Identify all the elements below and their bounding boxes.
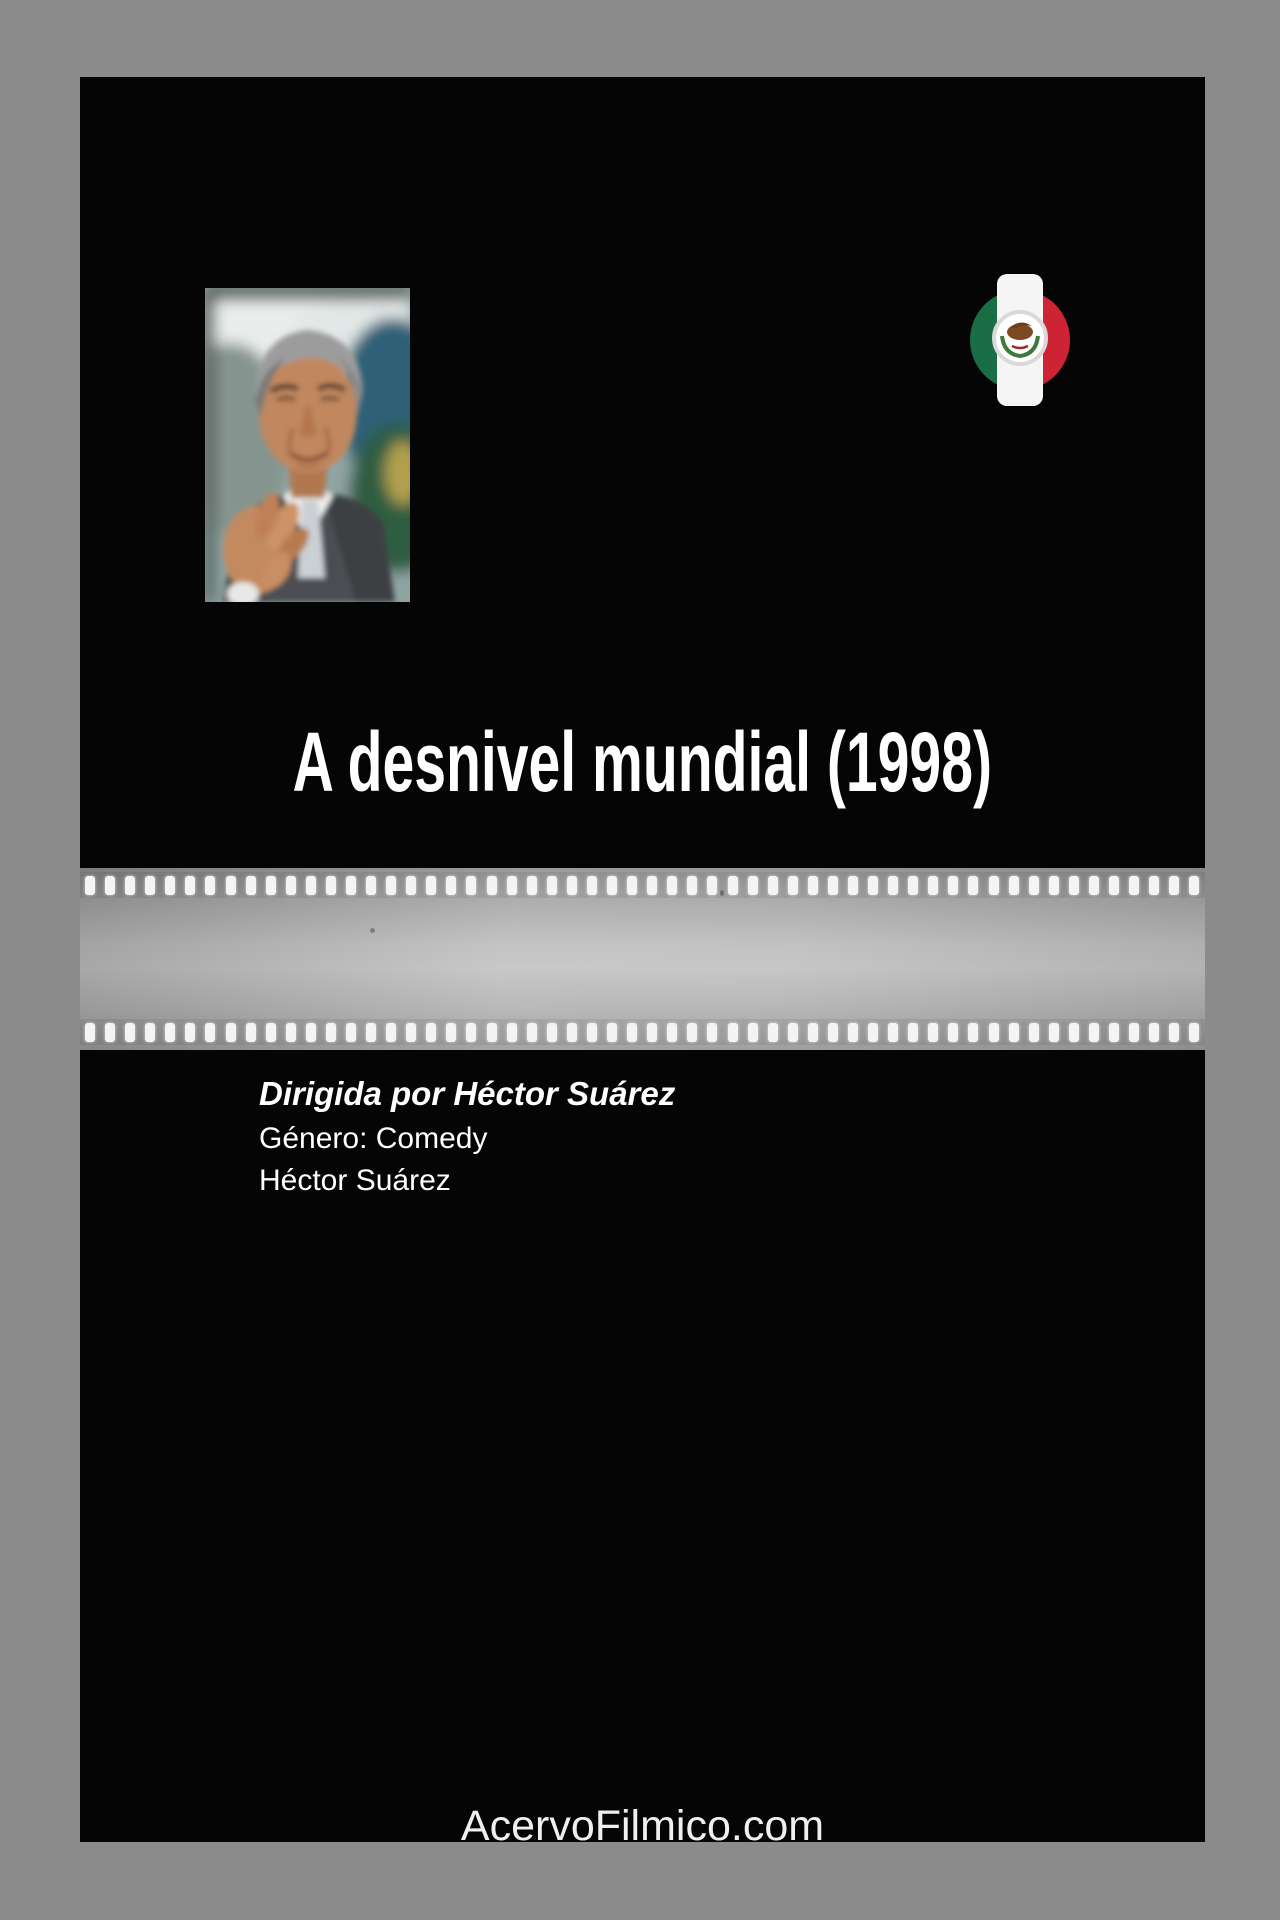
movie-title-text: A desnivel mundial (1998) [292, 715, 993, 809]
sprocket-hole [567, 1023, 577, 1042]
sprocket-hole [125, 1023, 135, 1042]
sprocket-hole [828, 1023, 838, 1042]
sprocket-hole [1129, 1023, 1139, 1042]
sprocket-hole [105, 876, 115, 895]
poster-content [80, 77, 1205, 1842]
sprocket-hole [707, 876, 717, 895]
director-line: Dirigida por Héctor Suárez [259, 1075, 676, 1112]
sprocket-hole [1089, 1023, 1099, 1042]
sprocket-hole [466, 876, 476, 895]
sprocket-hole [1129, 876, 1139, 895]
sprocket-hole [507, 876, 517, 895]
sprocket-hole [627, 876, 637, 895]
sprocket-hole [888, 1023, 898, 1042]
sprocket-hole [1049, 876, 1059, 895]
sprocket-hole [205, 876, 215, 895]
sprocket-hole [1169, 876, 1179, 895]
filmstrip-graphic [80, 868, 1205, 1050]
sprocket-hole [145, 1023, 155, 1042]
sprocket-hole [587, 1023, 597, 1042]
sprocket-hole [1049, 1023, 1059, 1042]
sprocket-hole [1189, 1023, 1199, 1042]
sprocket-hole [989, 876, 999, 895]
sprocket-hole [547, 1023, 557, 1042]
sprocket-hole [547, 876, 557, 895]
sprocket-hole [326, 876, 336, 895]
sprocket-hole [205, 1023, 215, 1042]
sprocket-hole [647, 1023, 657, 1042]
sprocket-hole [948, 1023, 958, 1042]
website-name: AcervoFilmico.com [460, 1802, 825, 1842]
sprocket-hole [125, 876, 135, 895]
sprocket-hole [266, 876, 276, 895]
sprocket-hole [1009, 876, 1019, 895]
sprocket-hole [165, 1023, 175, 1042]
sprocket-hole [326, 1023, 336, 1042]
sprocket-hole [346, 876, 356, 895]
genre-line: Género: Comedy [259, 1122, 488, 1155]
sprocket-hole [687, 876, 697, 895]
sprocket-hole [989, 1023, 999, 1042]
sprocket-hole [748, 1023, 758, 1042]
sprocket-hole [386, 1023, 396, 1042]
sprocket-hole [185, 1023, 195, 1042]
sprocket-hole [1109, 876, 1119, 895]
sprocket-hole [446, 1023, 456, 1042]
sprocket-hole [687, 1023, 697, 1042]
sprocket-hole [768, 876, 778, 895]
sprocket-hole [948, 876, 958, 895]
sprocket-hole [1069, 1023, 1079, 1042]
movie-title [80, 715, 1205, 809]
sprocket-hole [226, 1023, 236, 1042]
sprocket-hole [868, 876, 878, 895]
sprocket-hole [908, 1023, 918, 1042]
sprocket-hole [908, 876, 918, 895]
sprocket-hole [185, 876, 195, 895]
sprocket-hole [406, 876, 416, 895]
sprocket-hole [346, 1023, 356, 1042]
sprocket-hole [647, 876, 657, 895]
sprocket-hole [667, 1023, 677, 1042]
sprocket-hole [888, 876, 898, 895]
sprocket-hole [808, 1023, 818, 1042]
sprocket-hole [286, 1023, 296, 1042]
sprocket-hole [466, 1023, 476, 1042]
sprocket-hole [246, 876, 256, 895]
sprocket-hole [728, 1023, 738, 1042]
sprocket-hole [366, 1023, 376, 1042]
filmstrip-top-sprocket-row [80, 872, 1205, 898]
sprocket-hole [848, 1023, 858, 1042]
sprocket-hole [487, 876, 497, 895]
mexico-flag-icon [970, 274, 1070, 406]
sprocket-hole [567, 876, 577, 895]
sprocket-hole [165, 876, 175, 895]
sprocket-hole [306, 876, 316, 895]
sprocket-hole [707, 1023, 717, 1042]
sprocket-hole [266, 1023, 276, 1042]
sprocket-hole [587, 876, 597, 895]
sprocket-hole [788, 1023, 798, 1042]
sprocket-hole [507, 1023, 517, 1042]
film-dirt-speck [370, 928, 375, 933]
sprocket-hole [1109, 1023, 1119, 1042]
sprocket-hole [85, 1023, 95, 1042]
sprocket-hole [1149, 876, 1159, 895]
sprocket-hole [246, 1023, 256, 1042]
sprocket-hole [226, 876, 236, 895]
sprocket-hole [446, 876, 456, 895]
sprocket-hole [386, 876, 396, 895]
sprocket-hole [627, 1023, 637, 1042]
sprocket-hole [406, 1023, 416, 1042]
sprocket-hole [667, 876, 677, 895]
sprocket-hole [748, 876, 758, 895]
sprocket-hole [527, 876, 537, 895]
sprocket-hole [1189, 876, 1199, 895]
sprocket-hole [527, 1023, 537, 1042]
sprocket-hole [607, 1023, 617, 1042]
sprocket-hole [426, 876, 436, 895]
sprocket-hole [928, 1023, 938, 1042]
sprocket-hole [366, 876, 376, 895]
sprocket-hole [1029, 876, 1039, 895]
portrait-photo [205, 288, 410, 602]
sprocket-hole [306, 1023, 316, 1042]
sprocket-hole [868, 1023, 878, 1042]
sprocket-hole [105, 1023, 115, 1042]
sprocket-hole [607, 876, 617, 895]
sprocket-hole [968, 876, 978, 895]
sprocket-hole [968, 1023, 978, 1042]
mexico-flag-graphic [970, 274, 1070, 406]
sprocket-hole [768, 1023, 778, 1042]
sprocket-hole [1149, 1023, 1159, 1042]
sprocket-hole [1029, 1023, 1039, 1042]
sprocket-hole [1169, 1023, 1179, 1042]
sprocket-hole [1009, 1023, 1019, 1042]
sprocket-hole [426, 1023, 436, 1042]
sprocket-hole [928, 876, 938, 895]
film-dirt-speck [720, 890, 724, 896]
sprocket-hole [487, 1023, 497, 1042]
sprocket-hole [85, 876, 95, 895]
sprocket-hole [788, 876, 798, 895]
portrait-illustration [205, 288, 410, 602]
sprocket-hole [808, 876, 818, 895]
sprocket-hole [286, 876, 296, 895]
sprocket-hole [728, 876, 738, 895]
sprocket-hole [145, 876, 155, 895]
sprocket-hole [1089, 876, 1099, 895]
filmstrip-bottom-sprocket-row [80, 1019, 1205, 1045]
sprocket-hole [848, 876, 858, 895]
sprocket-hole [828, 876, 838, 895]
sprocket-hole [1069, 876, 1079, 895]
cast-name: Héctor Suárez [259, 1164, 451, 1197]
